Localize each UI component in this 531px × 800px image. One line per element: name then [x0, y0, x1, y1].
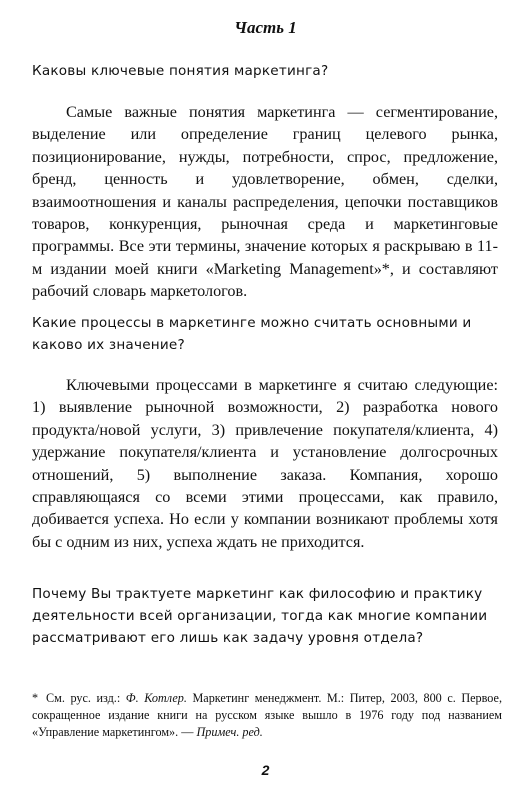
answer-paragraph-2: Ключевыми процессами в маркетинге я считаю следующие: 1) выявление рыночной возможности, 2) разработка нового продукта/новой услуги, 3) привлечение покупателя/клиента, 4) удержание покупателя/клиента и установление долгосрочных отношений, 5) выполнение заказа. Компания, хорошо справляющаяся со всеми этими процессами, как правило, добивается успеха. Но если у компании возникают проблемы хотя бы с одним из них, успеха ждать не приходится. — [32, 376, 498, 551]
page-number: 2 — [261, 762, 270, 778]
answer-paragraph-1: Самые важные понятия маркетинга — сегментирование, выделение или определение границ целевого рынка, позиционирование, нужды, потребности, спрос, предложение, бренд, ценность и удовлетворение, обмен, сделки, взаимоотношения и каналы распределения, цепочки поставщиков товаров, конкуренция, рыночная среда и маркетинговые программы. Все эти термины, значение которых я раскрываю в 11-м издании моей книги «Marketing Management»*, и составляют рабочий словарь маркетологов. — [32, 103, 498, 301]
footnote-editor-note: Примеч. ред. — [196, 725, 263, 739]
footnote — [32, 690, 502, 741]
question-heading-1: Каковы ключевые понятия маркетинга? — [32, 63, 329, 79]
footnote-author: Ф. Котлер. — [125, 691, 187, 705]
footnote-body: Маркетинг менеджмент. М.: Питер, 2003, 800 с. Первое, сокращенное издание книги на русском языке вышло в 1976 году под названием «Управление маркетингом». — — [32, 691, 503, 739]
question-heading-2: Какие процессы в маркетинге можно считать основными и каково их значение? — [32, 315, 472, 353]
footnote-prefix: См. рус. изд.: — [46, 691, 126, 705]
footnote-mark: * — [32, 691, 39, 705]
question-heading-3: Почему Вы трактуете маркетинг как философию и практику деятельности всей организации, тогда как многие компании рассматривают его лишь как задачу уровня отдела? — [32, 586, 488, 646]
chapter-header: Часть 1 — [234, 18, 297, 37]
